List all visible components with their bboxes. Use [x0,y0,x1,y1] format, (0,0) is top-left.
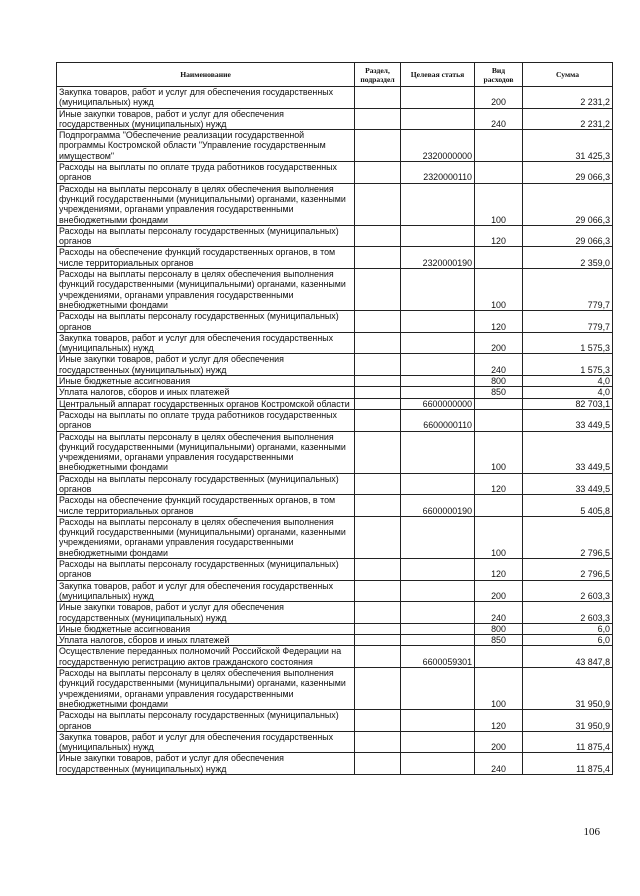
row-article-cell [401,225,475,247]
row-type-cell: 120 [475,559,523,581]
row-article-cell: 2320000190 [401,247,475,269]
row-article-cell [401,269,475,311]
row-name-cell: Уплата налогов, сборов и иных платежей [57,387,355,398]
row-article-cell [401,311,475,333]
row-name-cell: Иные закупки товаров, работ и услуг для обеспечения государственных (муниципальных) нужд [57,108,355,130]
row-article-cell [401,580,475,602]
table-row [57,602,613,624]
row-section-cell [355,431,401,473]
row-name-cell: Закупка товаров, работ и услуг для обеспечения государственных (муниципальных) нужд [57,87,355,109]
row-type-cell: 100 [475,431,523,473]
row-section-cell [355,409,401,431]
row-sum-cell: 2 603,3 [523,580,613,602]
row-type-cell: 240 [475,602,523,624]
row-name-cell: Расходы на выплаты персоналу государственных (муниципальных) органов [57,225,355,247]
row-section-cell [355,623,401,634]
row-name-cell: Расходы на выплаты персоналу в целях обеспечения выполнения функций государственными (муниципальными) органами, казенными учреждениями, органами управления государственными внебюджетными фондами [57,516,355,558]
row-type-cell: 100 [475,668,523,710]
row-article-cell [401,559,475,581]
row-name-cell: Расходы на выплаты персоналу в целях обеспечения выполнения функций государственными (муниципальными) органами, казенными учреждениями, органами управления государственными внебюджетными фондами [57,668,355,710]
row-article-cell: 2320000110 [401,162,475,184]
row-article-cell [401,710,475,732]
table-header-row [57,63,613,87]
row-article-cell [401,387,475,398]
row-sum-cell: 4,0 [523,376,613,387]
row-section-cell [355,646,401,668]
row-sum-cell: 6,0 [523,623,613,634]
header-article: Целевая статья [401,63,475,87]
table-row [57,354,613,376]
table-row [57,376,613,387]
table-row [57,559,613,581]
row-section-cell [355,311,401,333]
row-section-cell [355,162,401,184]
row-article-cell: 2320000000 [401,130,475,162]
row-type-cell: 120 [475,473,523,495]
row-sum-cell: 29 066,3 [523,162,613,184]
table-row [57,623,613,634]
header-name: Наименование [57,63,355,87]
row-sum-cell: 6,0 [523,635,613,646]
row-sum-cell: 29 066,3 [523,225,613,247]
row-article-cell [401,332,475,354]
row-section-cell [355,710,401,732]
table-row [57,646,613,668]
row-section-cell [355,269,401,311]
row-sum-cell: 4,0 [523,387,613,398]
row-type-cell [475,247,523,269]
row-section-cell [355,559,401,581]
row-article-cell: 6600000190 [401,495,475,517]
row-type-cell: 120 [475,311,523,333]
row-section-cell [355,580,401,602]
row-section-cell [355,87,401,109]
row-type-cell: 120 [475,225,523,247]
row-article-cell [401,431,475,473]
row-article-cell [401,623,475,634]
row-name-cell: Уплата налогов, сборов и иных платежей [57,635,355,646]
row-name-cell: Иные закупки товаров, работ и услуг для обеспечения государственных (муниципальных) нужд [57,354,355,376]
row-name-cell: Иные бюджетные ассигнования [57,623,355,634]
row-sum-cell: 82 703,1 [523,398,613,409]
row-name-cell: Расходы на выплаты персоналу в целях обеспечения выполнения функций государственными (муниципальными) органами, казенными учреждениями, органами управления государственными внебюджетными фондами [57,183,355,225]
header-sum: Сумма [523,63,613,87]
row-type-cell [475,409,523,431]
row-article-cell [401,668,475,710]
row-sum-cell: 11 875,4 [523,731,613,753]
row-section-cell [355,753,401,775]
header-type: Вид расходов [475,63,523,87]
table-row [57,668,613,710]
row-type-cell [475,398,523,409]
row-type-cell: 100 [475,269,523,311]
row-name-cell: Расходы на выплаты по оплате труда работников государственных органов [57,162,355,184]
row-type-cell: 850 [475,387,523,398]
row-article-cell [401,87,475,109]
table-row [57,269,613,311]
row-sum-cell: 31 950,9 [523,668,613,710]
table-body [57,87,613,775]
row-sum-cell: 2 231,2 [523,87,613,109]
row-name-cell: Расходы на выплаты персоналу государственных (муниципальных) органов [57,710,355,732]
table-row [57,183,613,225]
table-row [57,108,613,130]
row-sum-cell: 2 359,0 [523,247,613,269]
row-article-cell [401,602,475,624]
table-row [57,387,613,398]
row-section-cell [355,731,401,753]
row-name-cell: Расходы на обеспечение функций государственных органов, в том числе территориальных органов [57,247,355,269]
row-sum-cell: 779,7 [523,311,613,333]
row-name-cell: Закупка товаров, работ и услуг для обеспечения государственных (муниципальных) нужд [57,731,355,753]
row-article-cell [401,635,475,646]
header-section: Раздел, подраздел [355,63,401,87]
table-row [57,635,613,646]
row-sum-cell: 2 603,3 [523,602,613,624]
row-name-cell: Иные бюджетные ассигнования [57,376,355,387]
table-row [57,710,613,732]
row-article-cell [401,753,475,775]
table-row [57,398,613,409]
row-type-cell: 240 [475,354,523,376]
row-name-cell: Иные закупки товаров, работ и услуг для обеспечения государственных (муниципальных) нужд [57,602,355,624]
row-section-cell [355,183,401,225]
row-sum-cell: 2 231,2 [523,108,613,130]
row-name-cell: Расходы на выплаты персоналу государственных (муниципальных) органов [57,311,355,333]
table-row [57,247,613,269]
row-type-cell: 800 [475,623,523,634]
row-type-cell [475,130,523,162]
row-name-cell: Закупка товаров, работ и услуг для обеспечения государственных (муниципальных) нужд [57,580,355,602]
row-section-cell [355,668,401,710]
row-section-cell [355,387,401,398]
row-type-cell: 200 [475,580,523,602]
row-name-cell: Расходы на выплаты по оплате труда работников государственных органов [57,409,355,431]
row-article-cell [401,473,475,495]
row-type-cell: 240 [475,753,523,775]
row-article-cell [401,108,475,130]
row-section-cell [355,495,401,517]
row-type-cell: 100 [475,183,523,225]
table-row [57,311,613,333]
row-section-cell [355,602,401,624]
table-row [57,495,613,517]
row-sum-cell: 33 449,5 [523,473,613,495]
row-section-cell [355,516,401,558]
row-name-cell: Расходы на выплаты персоналу в целях обеспечения выполнения функций государственными (муниципальными) органами, казенными учреждениями, органами управления государственными внебюджетными фондами [57,431,355,473]
row-section-cell [355,354,401,376]
table-row [57,162,613,184]
row-sum-cell: 29 066,3 [523,183,613,225]
row-section-cell [355,473,401,495]
row-type-cell: 850 [475,635,523,646]
row-type-cell: 100 [475,516,523,558]
row-type-cell: 240 [475,108,523,130]
table-row [57,130,613,162]
row-name-cell: Подпрограмма "Обеспечение реализации государственной программы Костромской области "Управление государственным имуществом" [57,130,355,162]
table-row [57,409,613,431]
table-row [57,87,613,109]
row-section-cell [355,108,401,130]
row-article-cell [401,183,475,225]
table-row [57,332,613,354]
row-sum-cell: 1 575,3 [523,332,613,354]
page-number: 106 [583,826,600,838]
row-sum-cell: 31 425,3 [523,130,613,162]
row-sum-cell: 31 950,9 [523,710,613,732]
row-name-cell: Расходы на обеспечение функций государственных органов, в том числе территориальных органов [57,495,355,517]
row-type-cell: 200 [475,87,523,109]
row-article-cell: 6600059301 [401,646,475,668]
row-name-cell: Иные закупки товаров, работ и услуг для обеспечения государственных (муниципальных) нужд [57,753,355,775]
row-section-cell [355,376,401,387]
row-name-cell: Центральный аппарат государственных органов Костромской области [57,398,355,409]
row-sum-cell: 33 449,5 [523,409,613,431]
row-name-cell: Расходы на выплаты персоналу в целях обеспечения выполнения функций государственными (муниципальными) органами, казенными учреждениями, органами управления государственными внебюджетными фондами [57,269,355,311]
row-sum-cell: 1 575,3 [523,354,613,376]
row-article-cell [401,376,475,387]
budget-table [56,62,613,775]
row-section-cell [355,398,401,409]
row-type-cell [475,495,523,517]
row-sum-cell: 5 405,8 [523,495,613,517]
row-sum-cell: 43 847,8 [523,646,613,668]
row-article-cell [401,516,475,558]
row-section-cell [355,635,401,646]
table-row [57,753,613,775]
row-sum-cell: 2 796,5 [523,516,613,558]
row-sum-cell: 33 449,5 [523,431,613,473]
row-section-cell [355,130,401,162]
row-sum-cell: 11 875,4 [523,753,613,775]
row-article-cell [401,354,475,376]
row-type-cell: 200 [475,731,523,753]
row-type-cell [475,162,523,184]
row-type-cell: 120 [475,710,523,732]
table-row [57,731,613,753]
row-article-cell: 6600000110 [401,409,475,431]
row-name-cell: Закупка товаров, работ и услуг для обеспечения государственных (муниципальных) нужд [57,332,355,354]
row-type-cell: 200 [475,332,523,354]
table-row [57,473,613,495]
table-row [57,431,613,473]
table-row [57,225,613,247]
table-row [57,516,613,558]
row-section-cell [355,247,401,269]
table-row [57,580,613,602]
row-article-cell: 6600000000 [401,398,475,409]
row-name-cell: Расходы на выплаты персоналу государственных (муниципальных) органов [57,559,355,581]
row-type-cell: 800 [475,376,523,387]
row-sum-cell: 779,7 [523,269,613,311]
row-name-cell: Осуществление переданных полномочий Российской Федерации на государственную регистрацию актов гражданского состояния [57,646,355,668]
row-sum-cell: 2 796,5 [523,559,613,581]
row-section-cell [355,225,401,247]
row-type-cell [475,646,523,668]
row-section-cell [355,332,401,354]
row-name-cell: Расходы на выплаты персоналу государственных (муниципальных) органов [57,473,355,495]
row-article-cell [401,731,475,753]
